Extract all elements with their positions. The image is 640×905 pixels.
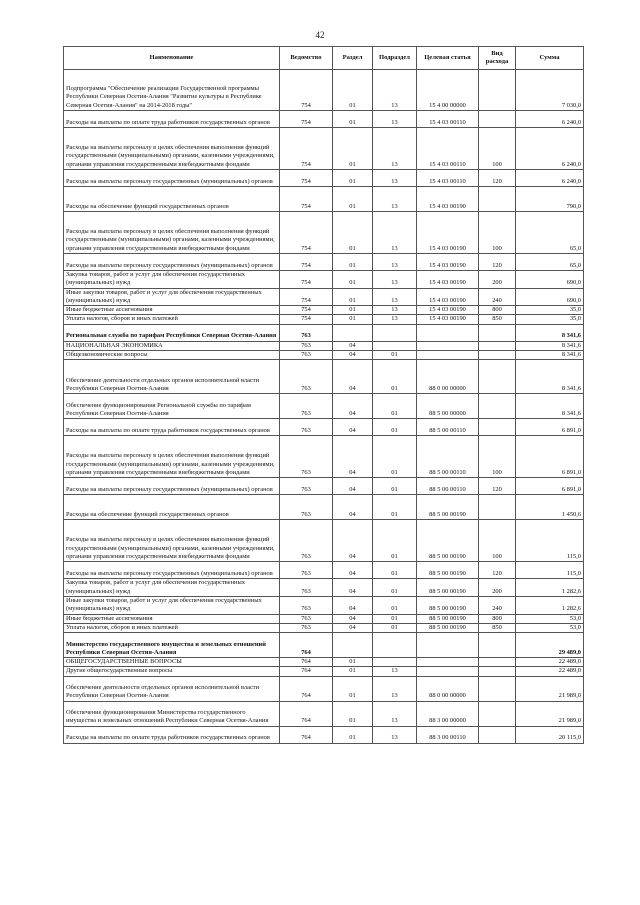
cell-expense-type — [479, 351, 516, 360]
cell-section: 01 — [333, 254, 373, 271]
cell-target-article: 88 5 00 00190 — [417, 520, 479, 562]
table-row — [64, 436, 584, 478]
cell-target-article: 88 5 00 00000 — [417, 394, 479, 419]
cell-section: 04 — [333, 614, 373, 623]
cell-subsection: 01 — [373, 579, 417, 597]
cell-target-article — [417, 658, 479, 667]
cell-sum: 1 450,6 — [516, 495, 584, 520]
cell-sum: 6 891,0 — [516, 419, 584, 436]
table-row — [64, 324, 584, 341]
cell-department: 754 — [280, 288, 333, 306]
cell-target-article: 15 4 03 00190 — [417, 212, 479, 254]
table-row — [64, 726, 584, 743]
cell-department: 763 — [280, 614, 333, 623]
table-body — [64, 70, 584, 744]
cell-department: 763 — [280, 520, 333, 562]
cell-department: 754 — [280, 128, 333, 170]
cell-department: 754 — [280, 212, 333, 254]
cell-name: Обеспечение деятельности отдельных органов исполнительной власти Республики Северная Осетия-Алания — [64, 360, 280, 394]
cell-expense-type — [479, 676, 516, 701]
table-row — [64, 360, 584, 394]
table-row — [64, 128, 584, 170]
cell-subsection: 13 — [373, 170, 417, 187]
cell-name: Общеэкономические вопросы — [64, 351, 280, 360]
cell-sum: 790,0 — [516, 187, 584, 212]
cell-department: 764 — [280, 633, 333, 658]
cell-section — [333, 633, 373, 658]
cell-section: 01 — [333, 170, 373, 187]
cell-expense-type — [479, 70, 516, 111]
cell-expense-type: 200 — [479, 579, 516, 597]
cell-name: Расходы на выплаты персоналу государственных (муниципальных) органов — [64, 562, 280, 579]
cell-subsection: 13 — [373, 111, 417, 128]
cell-name: Расходы на выплаты персоналу в целях обеспечения выполнения функций государственными (муниципальными) органами, казенными учреждениями, органами управления государственными внебюджетными фондами — [64, 436, 280, 478]
cell-section: 01 — [333, 128, 373, 170]
cell-section: 01 — [333, 187, 373, 212]
header-target-article: Целевая статья — [417, 47, 479, 70]
cell-target-article — [417, 633, 479, 658]
cell-target-article: 88 5 00 00190 — [417, 579, 479, 597]
cell-name: Подпрограмма "Обеспечение реализации Государственной программы Республики Северная Осетия-Алания "Развитие культуры в Республике Северная Осетия-Алания" на 2014-2018 годы" — [64, 70, 280, 111]
table-row — [64, 633, 584, 658]
cell-target-article: 88 5 00 00110 — [417, 419, 479, 436]
table-row — [64, 212, 584, 254]
cell-subsection — [373, 341, 417, 350]
cell-expense-type — [479, 111, 516, 128]
cell-sum: 21 989,0 — [516, 676, 584, 701]
cell-name: Расходы на выплаты персоналу в целях обеспечения выполнения функций государственными (муниципальными) органами, казенными учреждениями, органами управления государственными внебюджетными фондами — [64, 128, 280, 170]
table-row — [64, 315, 584, 324]
cell-subsection: 13 — [373, 726, 417, 743]
cell-department: 763 — [280, 341, 333, 350]
table-row — [64, 623, 584, 632]
cell-expense-type: 200 — [479, 271, 516, 289]
cell-department: 754 — [280, 170, 333, 187]
cell-sum: 65,0 — [516, 254, 584, 271]
table-row — [64, 676, 584, 701]
cell-name: НАЦИОНАЛЬНАЯ ЭКОНОМИКА — [64, 341, 280, 350]
cell-section: 01 — [333, 70, 373, 111]
table-row — [64, 111, 584, 128]
cell-section: 01 — [333, 701, 373, 726]
cell-sum: 22 489,0 — [516, 667, 584, 676]
cell-name: Обеспечение функционирования Региональной службы по тарифам Республики Северная Осетия-Алания — [64, 394, 280, 419]
cell-name: Расходы на обеспечение функций государственных органов — [64, 187, 280, 212]
cell-target-article: 88 5 00 00190 — [417, 614, 479, 623]
cell-name: Другие общегосударственные вопросы — [64, 667, 280, 676]
cell-target-article: 88 5 00 00190 — [417, 495, 479, 520]
cell-expense-type: 240 — [479, 596, 516, 614]
cell-department: 764 — [280, 667, 333, 676]
cell-expense-type: 800 — [479, 614, 516, 623]
page-number: 42 — [315, 30, 325, 40]
cell-subsection: 01 — [373, 520, 417, 562]
cell-expense-type: 120 — [479, 562, 516, 579]
cell-sum: 22 489,0 — [516, 658, 584, 667]
cell-section: 04 — [333, 351, 373, 360]
cell-target-article: 88 5 00 00190 — [417, 562, 479, 579]
cell-subsection — [373, 658, 417, 667]
cell-department: 764 — [280, 676, 333, 701]
cell-name: Расходы на выплаты по оплате труда работников государственных органов — [64, 726, 280, 743]
table-row — [64, 701, 584, 726]
cell-name: Обеспечение функционирования Министерства государственного имущества и земельных отношений Республики Северная Осетия-Алания — [64, 701, 280, 726]
cell-target-article: 88 3 00 00000 — [417, 701, 479, 726]
cell-section: 01 — [333, 658, 373, 667]
cell-name: Закупка товаров, работ и услуг для обеспечения государственных (муниципальных) нужд — [64, 271, 280, 289]
cell-sum: 7 030,0 — [516, 70, 584, 111]
cell-expense-type — [479, 726, 516, 743]
cell-target-article — [417, 351, 479, 360]
cell-target-article: 88 5 00 00190 — [417, 623, 479, 632]
cell-subsection: 13 — [373, 254, 417, 271]
cell-name: Министерство государственного имущества и земельных отношений Республики Северная Осетия-Алания — [64, 633, 280, 658]
cell-section — [333, 324, 373, 341]
cell-subsection: 13 — [373, 187, 417, 212]
cell-name: Расходы на выплаты персоналу государственных (муниципальных) органов — [64, 170, 280, 187]
cell-department: 754 — [280, 315, 333, 324]
table-row — [64, 478, 584, 495]
cell-expense-type: 240 — [479, 288, 516, 306]
cell-expense-type: 850 — [479, 315, 516, 324]
cell-subsection: 01 — [373, 562, 417, 579]
cell-target-article: 15 4 00 00000 — [417, 70, 479, 111]
cell-target-article: 15 4 03 00190 — [417, 315, 479, 324]
cell-subsection: 13 — [373, 288, 417, 306]
cell-sum: 6 240,0 — [516, 170, 584, 187]
cell-sum: 35,0 — [516, 306, 584, 315]
header-section: Раздел — [333, 47, 373, 70]
cell-name: Иные закупки товаров, работ и услуг для обеспечения государственных (муниципальных) нужд — [64, 288, 280, 306]
cell-section: 04 — [333, 341, 373, 350]
cell-section: 04 — [333, 478, 373, 495]
cell-expense-type: 850 — [479, 623, 516, 632]
table-header-row — [64, 47, 584, 70]
cell-expense-type — [479, 360, 516, 394]
cell-section: 04 — [333, 360, 373, 394]
cell-subsection: 01 — [373, 360, 417, 394]
cell-department: 763 — [280, 562, 333, 579]
cell-sum: 8 341,6 — [516, 324, 584, 341]
cell-target-article: 15 4 03 00190 — [417, 187, 479, 212]
cell-expense-type: 120 — [479, 478, 516, 495]
cell-department: 764 — [280, 701, 333, 726]
cell-name: Уплата налогов, сборов и иных платежей — [64, 315, 280, 324]
cell-sum: 6 891,0 — [516, 436, 584, 478]
cell-name: Расходы на выплаты по оплате труда работников государственных органов — [64, 111, 280, 128]
cell-subsection: 13 — [373, 701, 417, 726]
cell-target-article: 88 0 00 00000 — [417, 360, 479, 394]
cell-subsection: 01 — [373, 623, 417, 632]
cell-target-article: 15 4 03 00190 — [417, 254, 479, 271]
cell-sum: 8 341,6 — [516, 394, 584, 419]
cell-target-article: 15 4 03 00110 — [417, 170, 479, 187]
cell-name: Расходы на выплаты персоналу в целях обеспечения выполнения функций государственными (муниципальными) органами, казенными учреждениями, органами управления государственными внебюджетными фондами — [64, 212, 280, 254]
budget-table — [63, 46, 584, 744]
cell-target-article — [417, 667, 479, 676]
table-row — [64, 341, 584, 350]
cell-subsection: 01 — [373, 495, 417, 520]
cell-expense-type: 100 — [479, 520, 516, 562]
cell-target-article: 15 4 03 00110 — [417, 111, 479, 128]
header-department: Ведомство — [280, 47, 333, 70]
cell-target-article: 88 5 00 00110 — [417, 478, 479, 495]
cell-subsection: 13 — [373, 676, 417, 701]
cell-sum: 35,0 — [516, 315, 584, 324]
cell-department: 763 — [280, 360, 333, 394]
cell-target-article — [417, 341, 479, 350]
header-subsection: Подраздел — [373, 47, 417, 70]
table-row — [64, 667, 584, 676]
cell-department: 754 — [280, 306, 333, 315]
cell-target-article: 88 5 00 00190 — [417, 596, 479, 614]
cell-sum: 8 341,6 — [516, 341, 584, 350]
cell-sum: 690,0 — [516, 288, 584, 306]
cell-sum: 53,0 — [516, 623, 584, 632]
cell-name: Иные бюджетные ассигнования — [64, 614, 280, 623]
cell-section: 04 — [333, 394, 373, 419]
cell-department: 763 — [280, 351, 333, 360]
cell-section: 04 — [333, 436, 373, 478]
cell-department: 763 — [280, 324, 333, 341]
cell-section: 01 — [333, 288, 373, 306]
cell-expense-type — [479, 633, 516, 658]
cell-expense-type: 100 — [479, 212, 516, 254]
cell-department: 763 — [280, 436, 333, 478]
cell-subsection: 13 — [373, 128, 417, 170]
cell-target-article: 88 5 00 00110 — [417, 436, 479, 478]
table-row — [64, 170, 584, 187]
cell-subsection: 01 — [373, 351, 417, 360]
cell-expense-type — [479, 341, 516, 350]
cell-department: 763 — [280, 394, 333, 419]
cell-name: Расходы на выплаты персоналу государственных (муниципальных) органов — [64, 478, 280, 495]
cell-name: Расходы на выплаты по оплате труда работников государственных органов — [64, 419, 280, 436]
cell-subsection: 13 — [373, 271, 417, 289]
cell-department: 764 — [280, 658, 333, 667]
cell-department: 754 — [280, 187, 333, 212]
table-row — [64, 187, 584, 212]
cell-sum: 20 115,0 — [516, 726, 584, 743]
cell-sum: 115,0 — [516, 562, 584, 579]
header-name: Наименование — [64, 47, 280, 70]
cell-target-article: 88 0 00 00000 — [417, 676, 479, 701]
cell-department: 763 — [280, 495, 333, 520]
cell-sum: 65,0 — [516, 212, 584, 254]
cell-target-article: 15 4 03 00190 — [417, 288, 479, 306]
table-row — [64, 271, 584, 289]
cell-sum: 1 282,6 — [516, 579, 584, 597]
cell-expense-type — [479, 394, 516, 419]
cell-subsection: 01 — [373, 478, 417, 495]
cell-section: 04 — [333, 495, 373, 520]
cell-expense-type — [479, 324, 516, 341]
table-row — [64, 658, 584, 667]
cell-name: Обеспечение деятельности отдельных органов исполнительной власти Республики Северная Осетия-Алания — [64, 676, 280, 701]
cell-expense-type — [479, 658, 516, 667]
cell-expense-type — [479, 495, 516, 520]
cell-section: 01 — [333, 212, 373, 254]
cell-subsection: 13 — [373, 667, 417, 676]
table-row — [64, 70, 584, 111]
cell-target-article: 88 3 00 00110 — [417, 726, 479, 743]
table-row — [64, 520, 584, 562]
cell-sum: 6 240,0 — [516, 111, 584, 128]
table-row — [64, 306, 584, 315]
cell-name: Иные закупки товаров, работ и услуг для обеспечения государственных (муниципальных) нужд — [64, 596, 280, 614]
table-row — [64, 419, 584, 436]
cell-department: 754 — [280, 111, 333, 128]
cell-section: 04 — [333, 520, 373, 562]
cell-subsection: 01 — [373, 614, 417, 623]
cell-subsection: 01 — [373, 394, 417, 419]
cell-expense-type: 120 — [479, 254, 516, 271]
cell-target-article — [417, 324, 479, 341]
cell-name: Расходы на выплаты персоналу государственных (муниципальных) органов — [64, 254, 280, 271]
table-row — [64, 288, 584, 306]
cell-subsection — [373, 633, 417, 658]
table-row — [64, 596, 584, 614]
cell-department: 754 — [280, 271, 333, 289]
table-row — [64, 579, 584, 597]
cell-expense-type — [479, 419, 516, 436]
cell-section: 04 — [333, 623, 373, 632]
cell-expense-type: 100 — [479, 128, 516, 170]
cell-department: 763 — [280, 579, 333, 597]
cell-subsection — [373, 324, 417, 341]
header-sum: Сумма — [516, 47, 584, 70]
cell-name: Расходы на обеспечение функций государственных органов — [64, 495, 280, 520]
cell-target-article: 15 4 03 00190 — [417, 271, 479, 289]
cell-expense-type: 120 — [479, 170, 516, 187]
cell-department: 763 — [280, 623, 333, 632]
cell-sum: 6 891,0 — [516, 478, 584, 495]
cell-section: 01 — [333, 667, 373, 676]
cell-section: 01 — [333, 306, 373, 315]
cell-expense-type — [479, 187, 516, 212]
cell-name: Региональная служба по тарифам Республики Северная Осетия-Алания — [64, 324, 280, 341]
cell-sum: 53,0 — [516, 614, 584, 623]
cell-subsection: 13 — [373, 306, 417, 315]
table-row — [64, 614, 584, 623]
cell-name: ОБЩЕГОСУДАРСТВЕННЫЕ ВОПРОСЫ — [64, 658, 280, 667]
cell-name: Уплата налогов, сборов и иных платежей — [64, 623, 280, 632]
cell-name: Иные бюджетные ассигнования — [64, 306, 280, 315]
cell-expense-type: 800 — [479, 306, 516, 315]
cell-section: 01 — [333, 111, 373, 128]
cell-sum: 6 240,0 — [516, 128, 584, 170]
cell-sum: 115,0 — [516, 520, 584, 562]
cell-name: Расходы на выплаты персоналу в целях обеспечения выполнения функций государственными (муниципальными) органами, казенными учреждениями, органами управления государственными внебюджетными фондами — [64, 520, 280, 562]
cell-sum: 8 341,6 — [516, 360, 584, 394]
header-expense-type: Вид расхода — [479, 47, 516, 70]
cell-department: 764 — [280, 726, 333, 743]
table-row — [64, 351, 584, 360]
cell-subsection: 01 — [373, 419, 417, 436]
table-row — [64, 254, 584, 271]
cell-department: 763 — [280, 596, 333, 614]
cell-expense-type: 100 — [479, 436, 516, 478]
cell-subsection: 13 — [373, 70, 417, 111]
cell-section: 04 — [333, 419, 373, 436]
cell-section: 01 — [333, 676, 373, 701]
cell-subsection: 13 — [373, 212, 417, 254]
cell-section: 04 — [333, 596, 373, 614]
table-row — [64, 394, 584, 419]
cell-name: Закупка товаров, работ и услуг для обеспечения государственных (муниципальных) нужд — [64, 579, 280, 597]
cell-target-article: 15 4 03 00110 — [417, 128, 479, 170]
cell-target-article: 15 4 03 00190 — [417, 306, 479, 315]
cell-expense-type — [479, 701, 516, 726]
cell-sum: 29 489,0 — [516, 633, 584, 658]
cell-section: 01 — [333, 726, 373, 743]
cell-sum: 8 341,6 — [516, 351, 584, 360]
cell-section: 01 — [333, 271, 373, 289]
cell-department: 763 — [280, 478, 333, 495]
cell-section: 04 — [333, 579, 373, 597]
cell-sum: 690,0 — [516, 271, 584, 289]
table-row — [64, 495, 584, 520]
cell-section: 01 — [333, 315, 373, 324]
cell-subsection: 01 — [373, 596, 417, 614]
cell-department: 754 — [280, 70, 333, 111]
cell-department: 754 — [280, 254, 333, 271]
cell-subsection: 13 — [373, 315, 417, 324]
cell-department: 763 — [280, 419, 333, 436]
cell-sum: 1 282,6 — [516, 596, 584, 614]
cell-section: 04 — [333, 562, 373, 579]
table-row — [64, 562, 584, 579]
cell-subsection: 01 — [373, 436, 417, 478]
cell-sum: 21 989,0 — [516, 701, 584, 726]
cell-expense-type — [479, 667, 516, 676]
